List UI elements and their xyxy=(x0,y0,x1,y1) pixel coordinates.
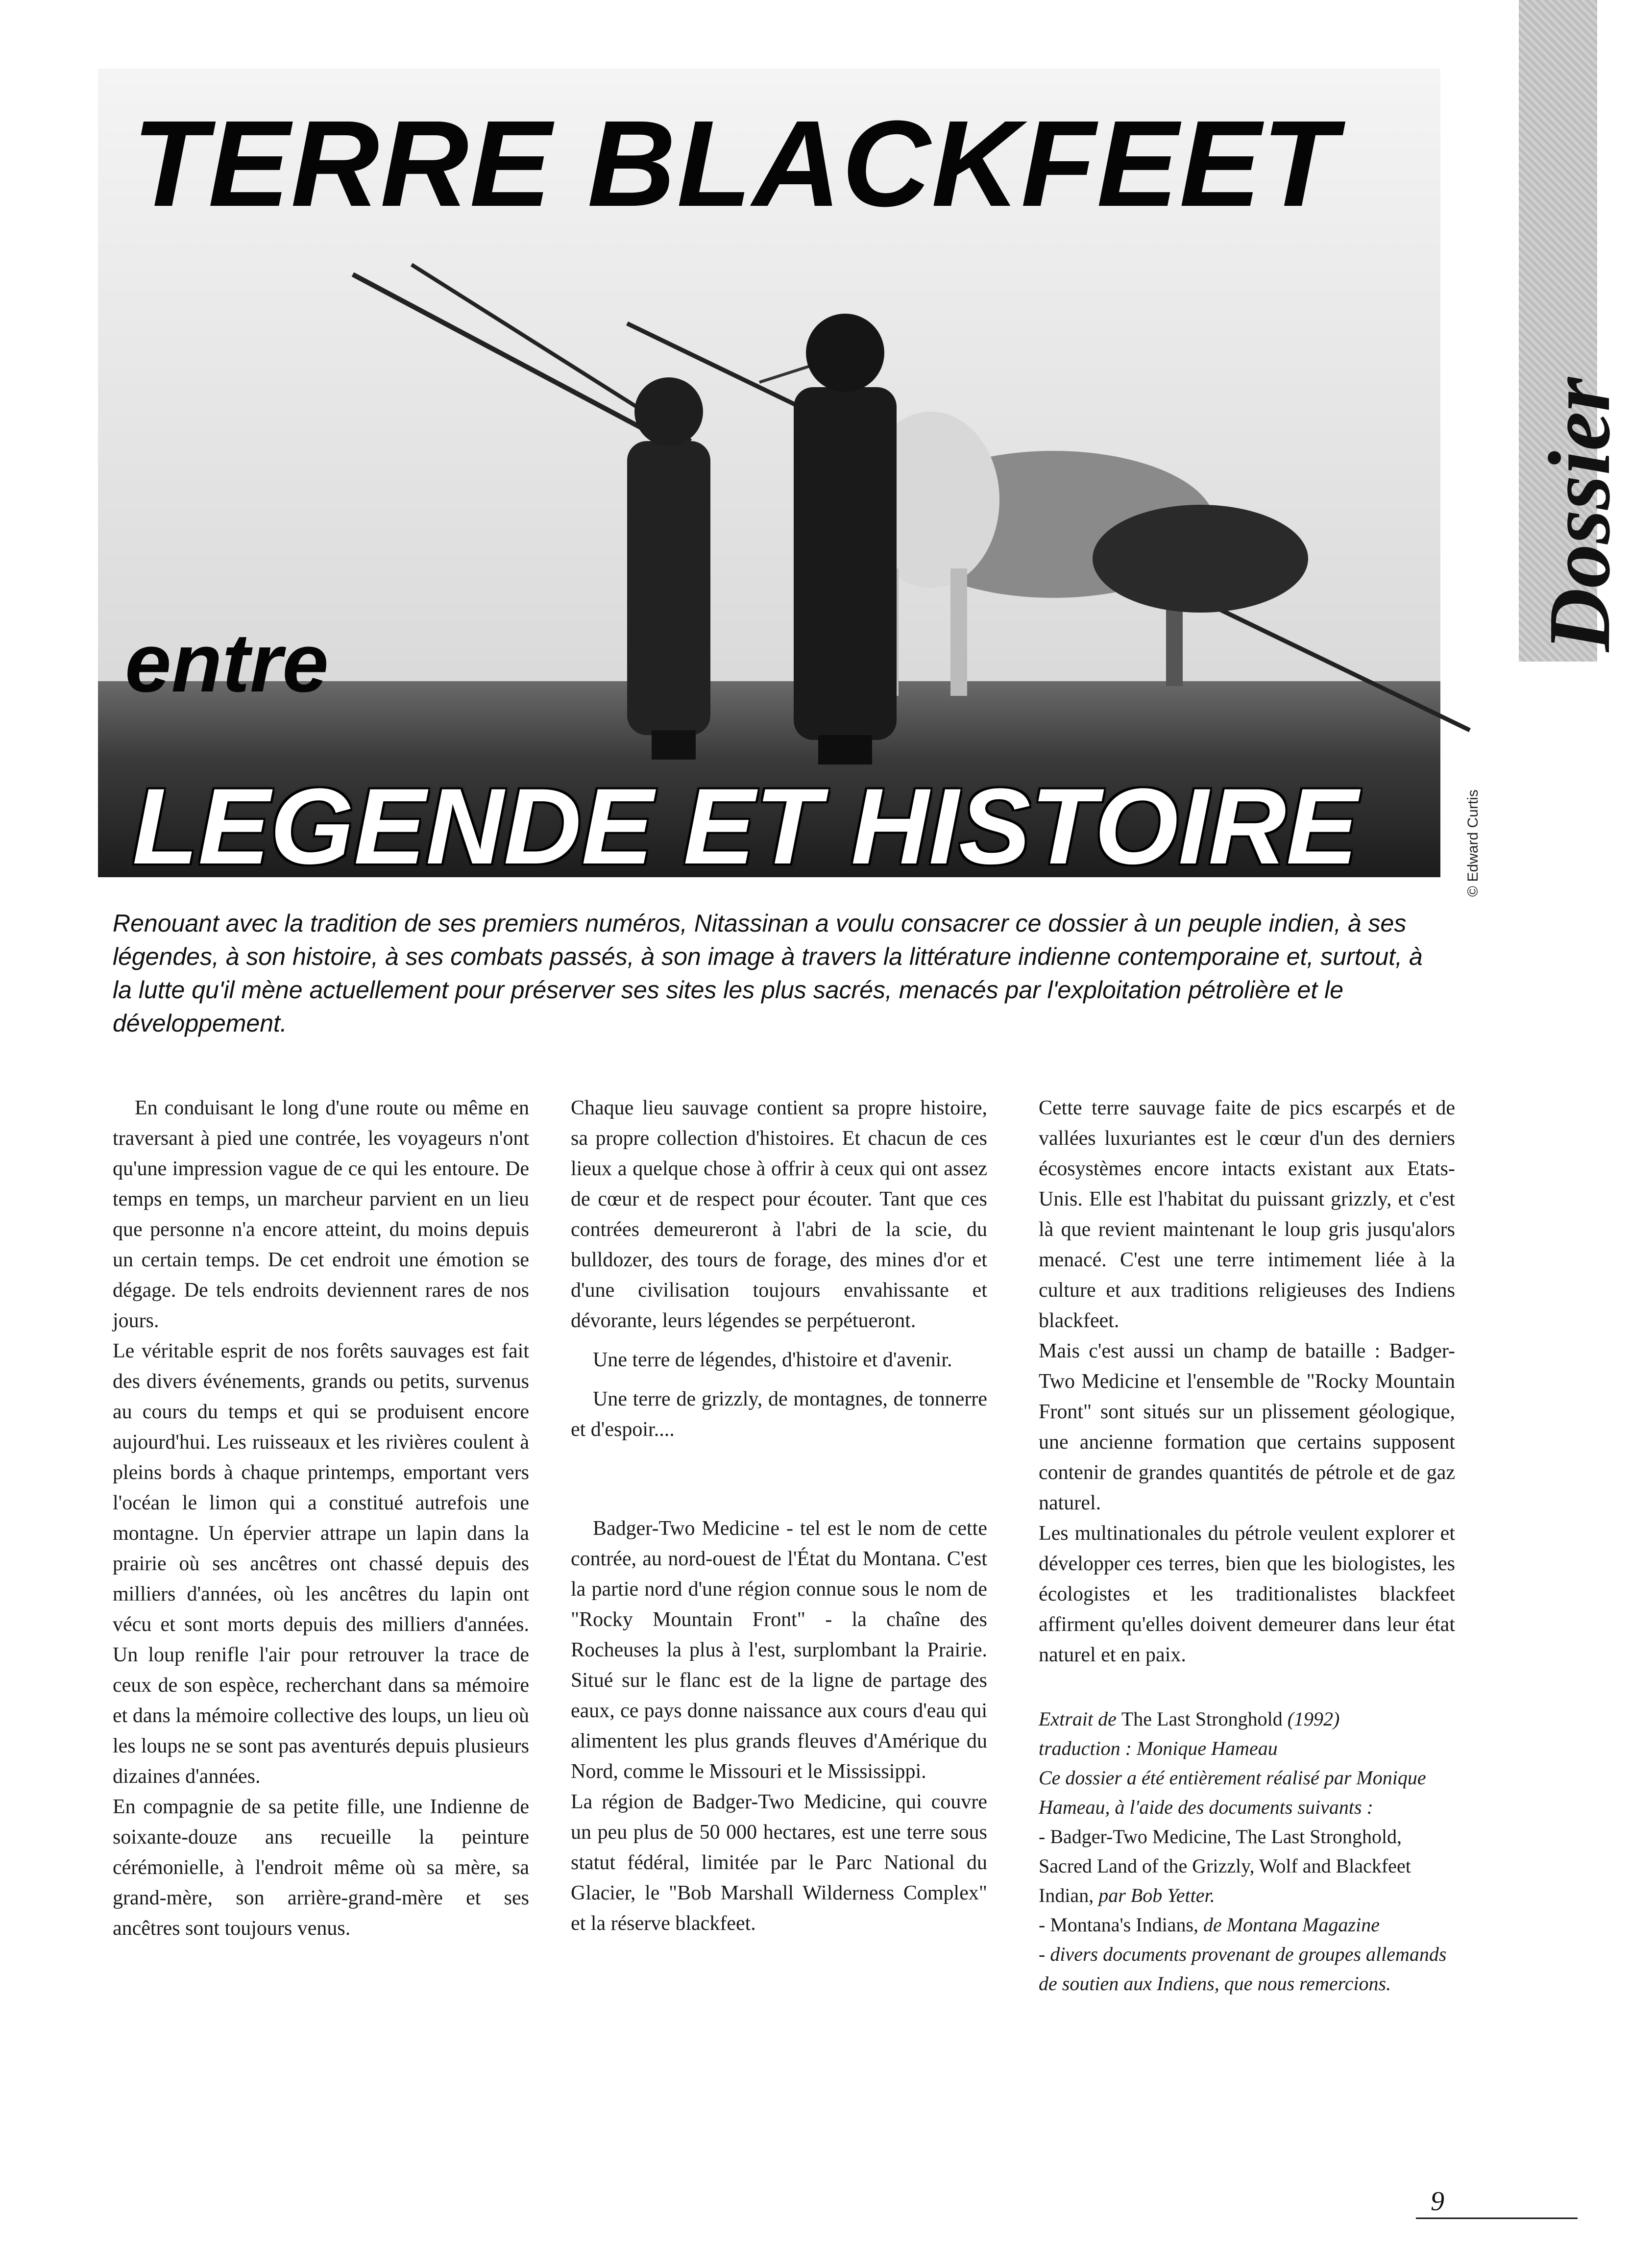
credit-doc-2 xyxy=(1039,1910,1455,1940)
side-tab xyxy=(1519,0,1628,662)
credit-extract-title: The Last Stronghold xyxy=(1121,1708,1283,1730)
credit-doc-2-source: de Montana Magazine xyxy=(1203,1914,1380,1936)
title-bottom: LEGENDE ET HISTOIRE xyxy=(132,766,1358,887)
col2-paragraph: Une terre de légendes, d'histoire et d'avenir. xyxy=(593,1349,952,1371)
credit-extract xyxy=(1039,1704,1455,1734)
credit-made-by: Ce dossier a été entièrement réalisé par Monique Hameau, à l'aide des documents suivants : xyxy=(1039,1767,1426,1818)
col1-paragraph: En compagnie de sa petite fille, une Indienne de soixante-douze ans recueille la peinture cérémonielle, à l'endroit même où sa mère, sa grand-mère, son arrière-grand-mère et ses ancêtres sont toujours venus. xyxy=(113,1796,529,1940)
credit-translation: traduction : Monique Hameau xyxy=(1039,1737,1278,1759)
credit-doc-1 xyxy=(1039,1822,1455,1910)
col2-paragraph: Badger-Two Medicine - tel est le nom de cette contrée, au nord-ouest de l'État du Montana. C'est la partie nord d'une région connue sous le nom de "Rocky Mountain Front" - la chaîne des Rocheuses la plus à l'est, surplombant la Prairie. Situé sur le flanc est de la ligne de partage des eaux, ce pays donne naissance aux cours d'eau qui alimentent les plus grands fleuves d'Amérique du Nord, comme le Missouri et le Mississippi. xyxy=(571,1517,987,1783)
credits-block xyxy=(1039,1704,1455,1998)
credit-doc-1-text: - Badger-Two Medicine, The Last Stronghold, Sacred Land of the Grizzly, Wolf and Blackfeet Indian, xyxy=(1039,1825,1411,1906)
intro-paragraph: Renouant avec la tradition de ses premiers numéros, Nitassinan a voulu consacrer ce dossier à un peuple indien, à ses légendes, à son histoire, à ses combats passés, à son image à travers la littérature indienne contemporaine et, surtout, à la lutte qu'il mène actuellement pour préserver ses sites les plus sacrés, menacés par l'exploitation pétrolière et le développement. xyxy=(113,910,1423,1037)
col2-paragraph: La région de Badger-Two Medicine, qui couvre un peu plus de 50 000 hectares, est une terre sous statut fédéral, limitée par le Parc National du Glacier, le "Bob Marshall Wilderness Complex" et la réserve blackfeet. xyxy=(571,1791,987,1935)
credit-doc-3: - divers documents provenant de groupes allemands de soutien aux Indiens, que nous remercions. xyxy=(1039,1943,1447,1995)
col1-paragraph: Le véritable esprit de nos forêts sauvages est fait des divers événements, grands ou petits, survenus au cours du temps et qui se produisent encore aujourd'hui. Les ruisseaux et les rivières coulent à pleins bords à chaque printemps, emportant vers l'océan le limon qui a constitué autrefois une montagne. Un épervier attrape un lapin dans la prairie où ses ancêtres ont chassé depuis des milliers d'années, où les ancêtres du lapin ont vécu et sont morts depuis des milliers d'années. Un loup renifle l'air pour retrouver la trace de ceux de son espèce, recherchant dans sa mémoire et dans la mémoire collective des loups, un lieu où les loups ne se sont pas aventurés depuis plusieurs dizaines d'années. xyxy=(113,1340,529,1788)
col3-paragraph: Cette terre sauvage faite de pics escarpés et de vallées luxuriantes est le cœur d'un des derniers écosystèmes encore intacts existant aux Etats-Unis. Elle est l'habitat du puissant grizzly, et c'est là que revient maintenant le loup gris jusqu'alors menacé. C'est une terre intimement liée à la culture et aux traditions religieuses des Indiens blackfeet. xyxy=(1039,1097,1455,1332)
column-3 xyxy=(1039,1093,1455,1998)
col2-paragraph: Une terre de grizzly, de montagnes, de tonnerre et d'espoir.... xyxy=(571,1388,987,1441)
photo-credit: © Edward Curtis xyxy=(1465,789,1481,897)
title-mid: entre xyxy=(125,616,329,710)
title-top: TERRE BLACKFEET xyxy=(132,95,1338,232)
column-2 xyxy=(571,1093,987,1939)
credit-doc-1-author: par Bob Yetter. xyxy=(1098,1884,1215,1906)
col1-paragraph: En conduisant le long d'une route ou même en traversant à pied une contrée, les voyageurs n'ont qu'une impression vague de ce qui les entoure. De temps en temps, un marcheur parvient en un lieu que personne n'a encore atteint, du moins depuis un certain temps. De cet endroit une émotion se dégage. De tels endroits deviennent rares de nos jours. xyxy=(113,1097,529,1332)
credit-doc-2-text: - Montana's Indians, xyxy=(1039,1914,1199,1936)
page-number: 9 xyxy=(1431,2186,1444,2217)
col3-paragraph: Les multinationales du pétrole veulent explorer et développer ces terres, bien que les biologistes, les écologistes et les traditionalistes blackfeet affirment qu'elles doivent demeurer dans leur état naturel et en paix. xyxy=(1039,1522,1455,1666)
col3-paragraph: Mais c'est aussi un champ de bataille : Badger-Two Medicine et l'ensemble de "Rocky Mountain Front" sont situés sur un plissement géologique, une ancienne formation que certains supposent contenir de grandes quantités de pétrole et de gaz naturel. xyxy=(1039,1340,1455,1514)
column-1 xyxy=(113,1093,529,1944)
credit-extract-year: (1992) xyxy=(1287,1708,1340,1730)
credit-extract-prefix: Extrait de xyxy=(1039,1708,1117,1730)
page-number-rule xyxy=(1416,2218,1578,2219)
col2-paragraph: Chaque lieu sauvage contient sa propre histoire, sa propre collection d'histoires. Et chacun de ces lieux a quelque chose à offrir à ceux qui ont assez de cœur et de respect pour écouter. Tant que ces contrées demeureront à l'abri de la scie, du bulldozer, des tours de forage, des mines d'or et d'une civilisation toujours envahissante et dévorante, leurs légendes se perpétueront. xyxy=(571,1097,987,1332)
side-tab-label: Dossier xyxy=(1531,377,1628,652)
